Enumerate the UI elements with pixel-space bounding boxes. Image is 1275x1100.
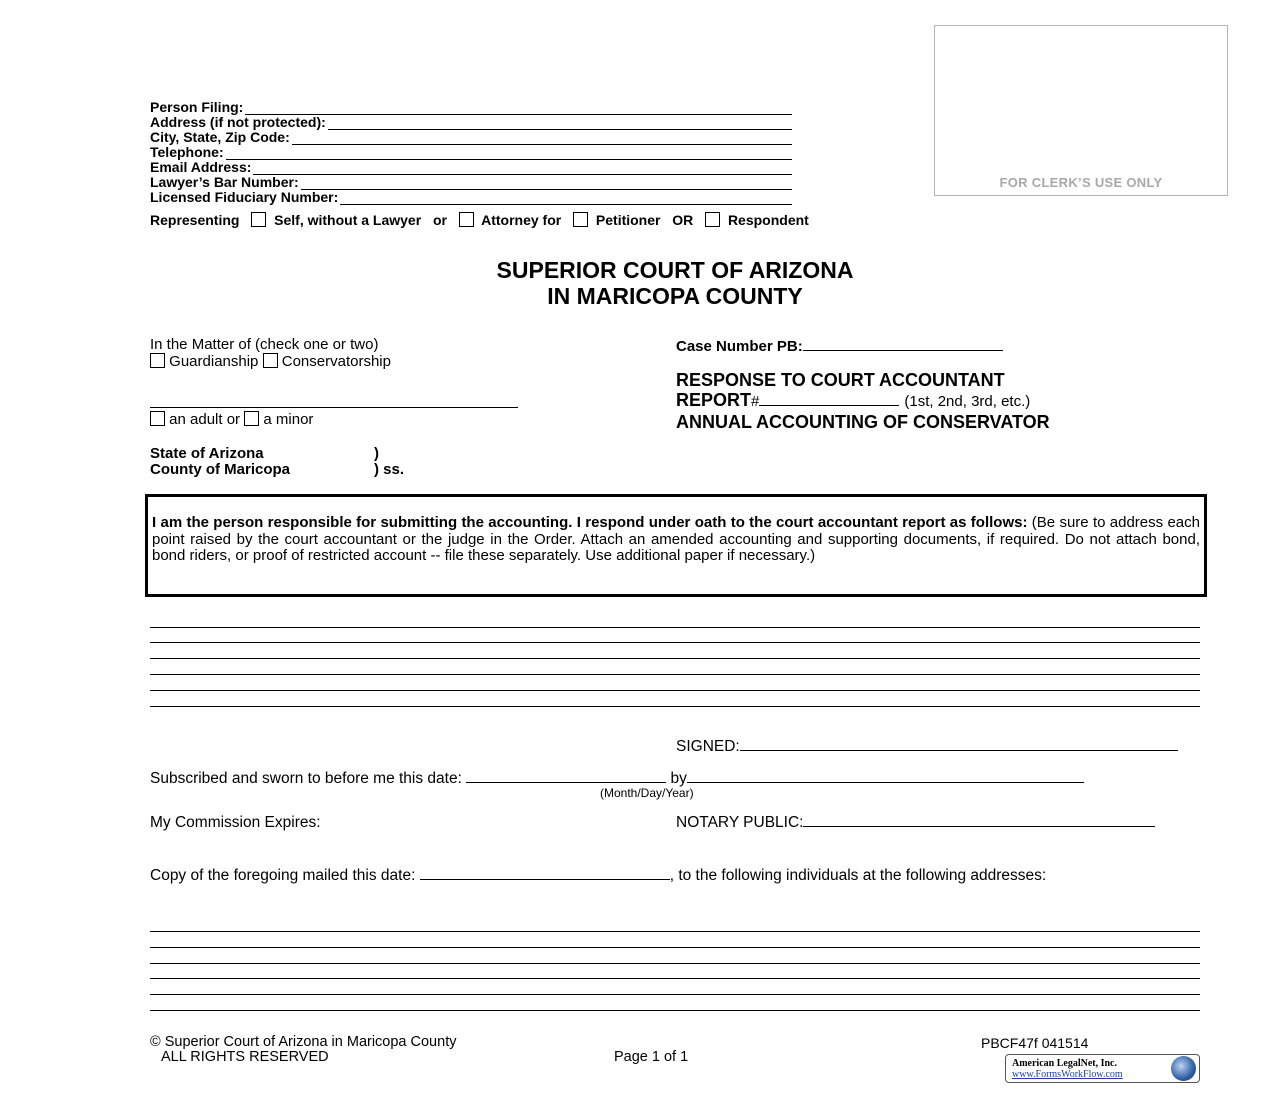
response-line[interactable]: [150, 627, 1200, 628]
matter-block: [150, 337, 391, 370]
title-hash: #: [751, 393, 760, 410]
telephone-label: Telephone:: [150, 144, 224, 160]
guardianship-checkbox[interactable]: [150, 353, 165, 368]
commission-label: My Commission Expires:: [150, 814, 321, 831]
county-name: IN MARICOPA COUNTY: [547, 283, 803, 309]
fiduciary-number-label: Licensed Fiduciary Number:: [150, 189, 339, 205]
ordinal-hint: (1st, 2nd, 3rd, etc.): [904, 393, 1031, 410]
city-state-zip-field[interactable]: [292, 133, 792, 145]
form-id: PBCF47f 041514: [981, 1035, 1089, 1051]
attorney-label: Attorney for: [481, 212, 562, 228]
or-label: or: [432, 212, 447, 228]
report-number-field[interactable]: [759, 405, 899, 406]
attorney-checkbox[interactable]: [459, 212, 474, 227]
person-filing-row[interactable]: [150, 100, 792, 115]
minor-label: a minor: [263, 411, 314, 428]
state-label: State of Arizona: [150, 445, 264, 462]
city-state-zip-label: City, State, Zip Code:: [150, 129, 290, 145]
county-label: County of Maricopa: [150, 461, 291, 478]
respondent-label: Respondent: [727, 212, 809, 228]
address-line[interactable]: [150, 978, 1200, 979]
notary-row: [676, 814, 1155, 832]
bar-number-field[interactable]: [301, 178, 792, 190]
signed-row: [676, 738, 1178, 756]
bar-number-label: Lawyer’s Bar Number:: [150, 174, 299, 190]
case-number-field[interactable]: [803, 350, 1003, 351]
notary-field[interactable]: [803, 826, 1155, 827]
oath-instructions: (Be sure to address each point raised by the court accountant or the judge in the Order. Attach an amended accounting and supporting documents, if required. Do not attach bond, bond riders, or proof of restricted account -- file these separately. Use additional paper if necessary.): [152, 514, 1200, 564]
copy-mailed-date-field[interactable]: [420, 879, 670, 880]
document-title: [676, 370, 1050, 432]
guardianship-label: Guardianship: [169, 353, 259, 370]
ward-name-field[interactable]: [150, 407, 518, 408]
rights-text: ALL RIGHTS RESERVED: [161, 1049, 329, 1065]
conservatorship-label: Conservatorship: [281, 353, 391, 370]
page-number: Page 1 of 1: [614, 1049, 689, 1065]
sworn-label: Subscribed and sworn to before me this date:: [150, 770, 462, 787]
email-row[interactable]: [150, 160, 792, 175]
address-row[interactable]: [150, 115, 792, 130]
clerk-use-box: [934, 25, 1228, 196]
clerk-use-label: FOR CLERK’S USE ONLY: [999, 175, 1163, 190]
person-filing-label: Person Filing:: [150, 99, 244, 115]
response-line[interactable]: [150, 690, 1200, 691]
venue-block: [150, 446, 404, 478]
city-state-zip-row[interactable]: [150, 130, 792, 145]
matter-heading: In the Matter of (check one or two): [150, 336, 379, 353]
oath-statement: I am the person responsible for submitting the accounting. I respond under oath to the court accountant report as follows:: [152, 514, 1028, 531]
address-line[interactable]: [150, 931, 1200, 932]
court-heading: [300, 257, 1050, 309]
self-label: Self, without a Lawyer: [274, 212, 422, 228]
copy-mailed-label: Copy of the foregoing mailed this date:: [150, 867, 416, 884]
self-checkbox[interactable]: [251, 212, 266, 227]
person-filing-field[interactable]: [245, 103, 792, 115]
vendor-link[interactable]: www.FormsWorkFlow.com: [1012, 1069, 1123, 1080]
bar-number-row[interactable]: [150, 175, 792, 190]
telephone-row[interactable]: [150, 145, 792, 160]
response-line[interactable]: [150, 674, 1200, 675]
adult-label: an adult or: [169, 411, 241, 428]
signed-label: SIGNED:: [676, 738, 740, 755]
address-field[interactable]: [328, 118, 792, 130]
title-report: REPORT: [676, 390, 752, 410]
response-line[interactable]: [150, 706, 1200, 707]
globe-icon: [1171, 1056, 1196, 1081]
oath-instructions-box: [145, 494, 1207, 597]
filer-info-block: [150, 100, 792, 205]
representing-label: Representing: [150, 212, 240, 228]
or-upper-label: OR: [672, 212, 694, 228]
ss-label: ) ss.: [374, 461, 405, 478]
address-line[interactable]: [150, 963, 1200, 964]
representing-row: [150, 212, 813, 228]
copy-mailed-row: [150, 868, 1200, 884]
address-line[interactable]: [150, 1010, 1200, 1011]
address-label: Address (if not protected):: [150, 114, 326, 130]
court-name: SUPERIOR COURT OF ARIZONA: [496, 257, 854, 283]
petitioner-checkbox[interactable]: [573, 212, 588, 227]
vendor-badge[interactable]: [1005, 1054, 1200, 1083]
response-line[interactable]: [150, 642, 1200, 643]
notary-label: NOTARY PUBLIC:: [676, 814, 804, 831]
vendor-name: American LegalNet, Inc.: [1012, 1058, 1117, 1069]
minor-checkbox[interactable]: [244, 411, 259, 426]
title-line-3: ANNUAL ACCOUNTING OF CONSERVATOR: [676, 412, 1050, 432]
signature-field[interactable]: [740, 750, 1178, 751]
fiduciary-number-field[interactable]: [340, 193, 792, 205]
case-number-label: Case Number PB:: [676, 338, 803, 355]
copy-mailed-suffix: , to the following individuals at the following addresses:: [669, 867, 1047, 884]
sworn-by-field[interactable]: [687, 782, 1084, 783]
sworn-date-field[interactable]: [466, 782, 666, 783]
email-field[interactable]: [253, 163, 792, 175]
fiduciary-number-row[interactable]: [150, 190, 792, 205]
date-format-hint: (Month/Day/Year): [600, 786, 694, 800]
address-line[interactable]: [150, 947, 1200, 948]
title-line-1: RESPONSE TO COURT ACCOUNTANT: [676, 370, 1005, 390]
copyright-text: © Superior Court of Arizona in Maricopa County: [150, 1034, 457, 1050]
email-label: Email Address:: [150, 159, 252, 175]
address-line[interactable]: [150, 994, 1200, 995]
adult-checkbox[interactable]: [150, 411, 165, 426]
respondent-checkbox[interactable]: [705, 212, 720, 227]
response-line[interactable]: [150, 658, 1200, 659]
conservatorship-checkbox[interactable]: [263, 353, 278, 368]
state-paren: ): [374, 445, 379, 462]
petitioner-label: Petitioner: [595, 212, 661, 228]
footer-copyright-block: [150, 1035, 456, 1065]
ward-type-row: [150, 411, 313, 428]
telephone-field[interactable]: [226, 148, 792, 160]
case-number-row: [676, 338, 1003, 355]
by-label: by: [670, 770, 687, 787]
